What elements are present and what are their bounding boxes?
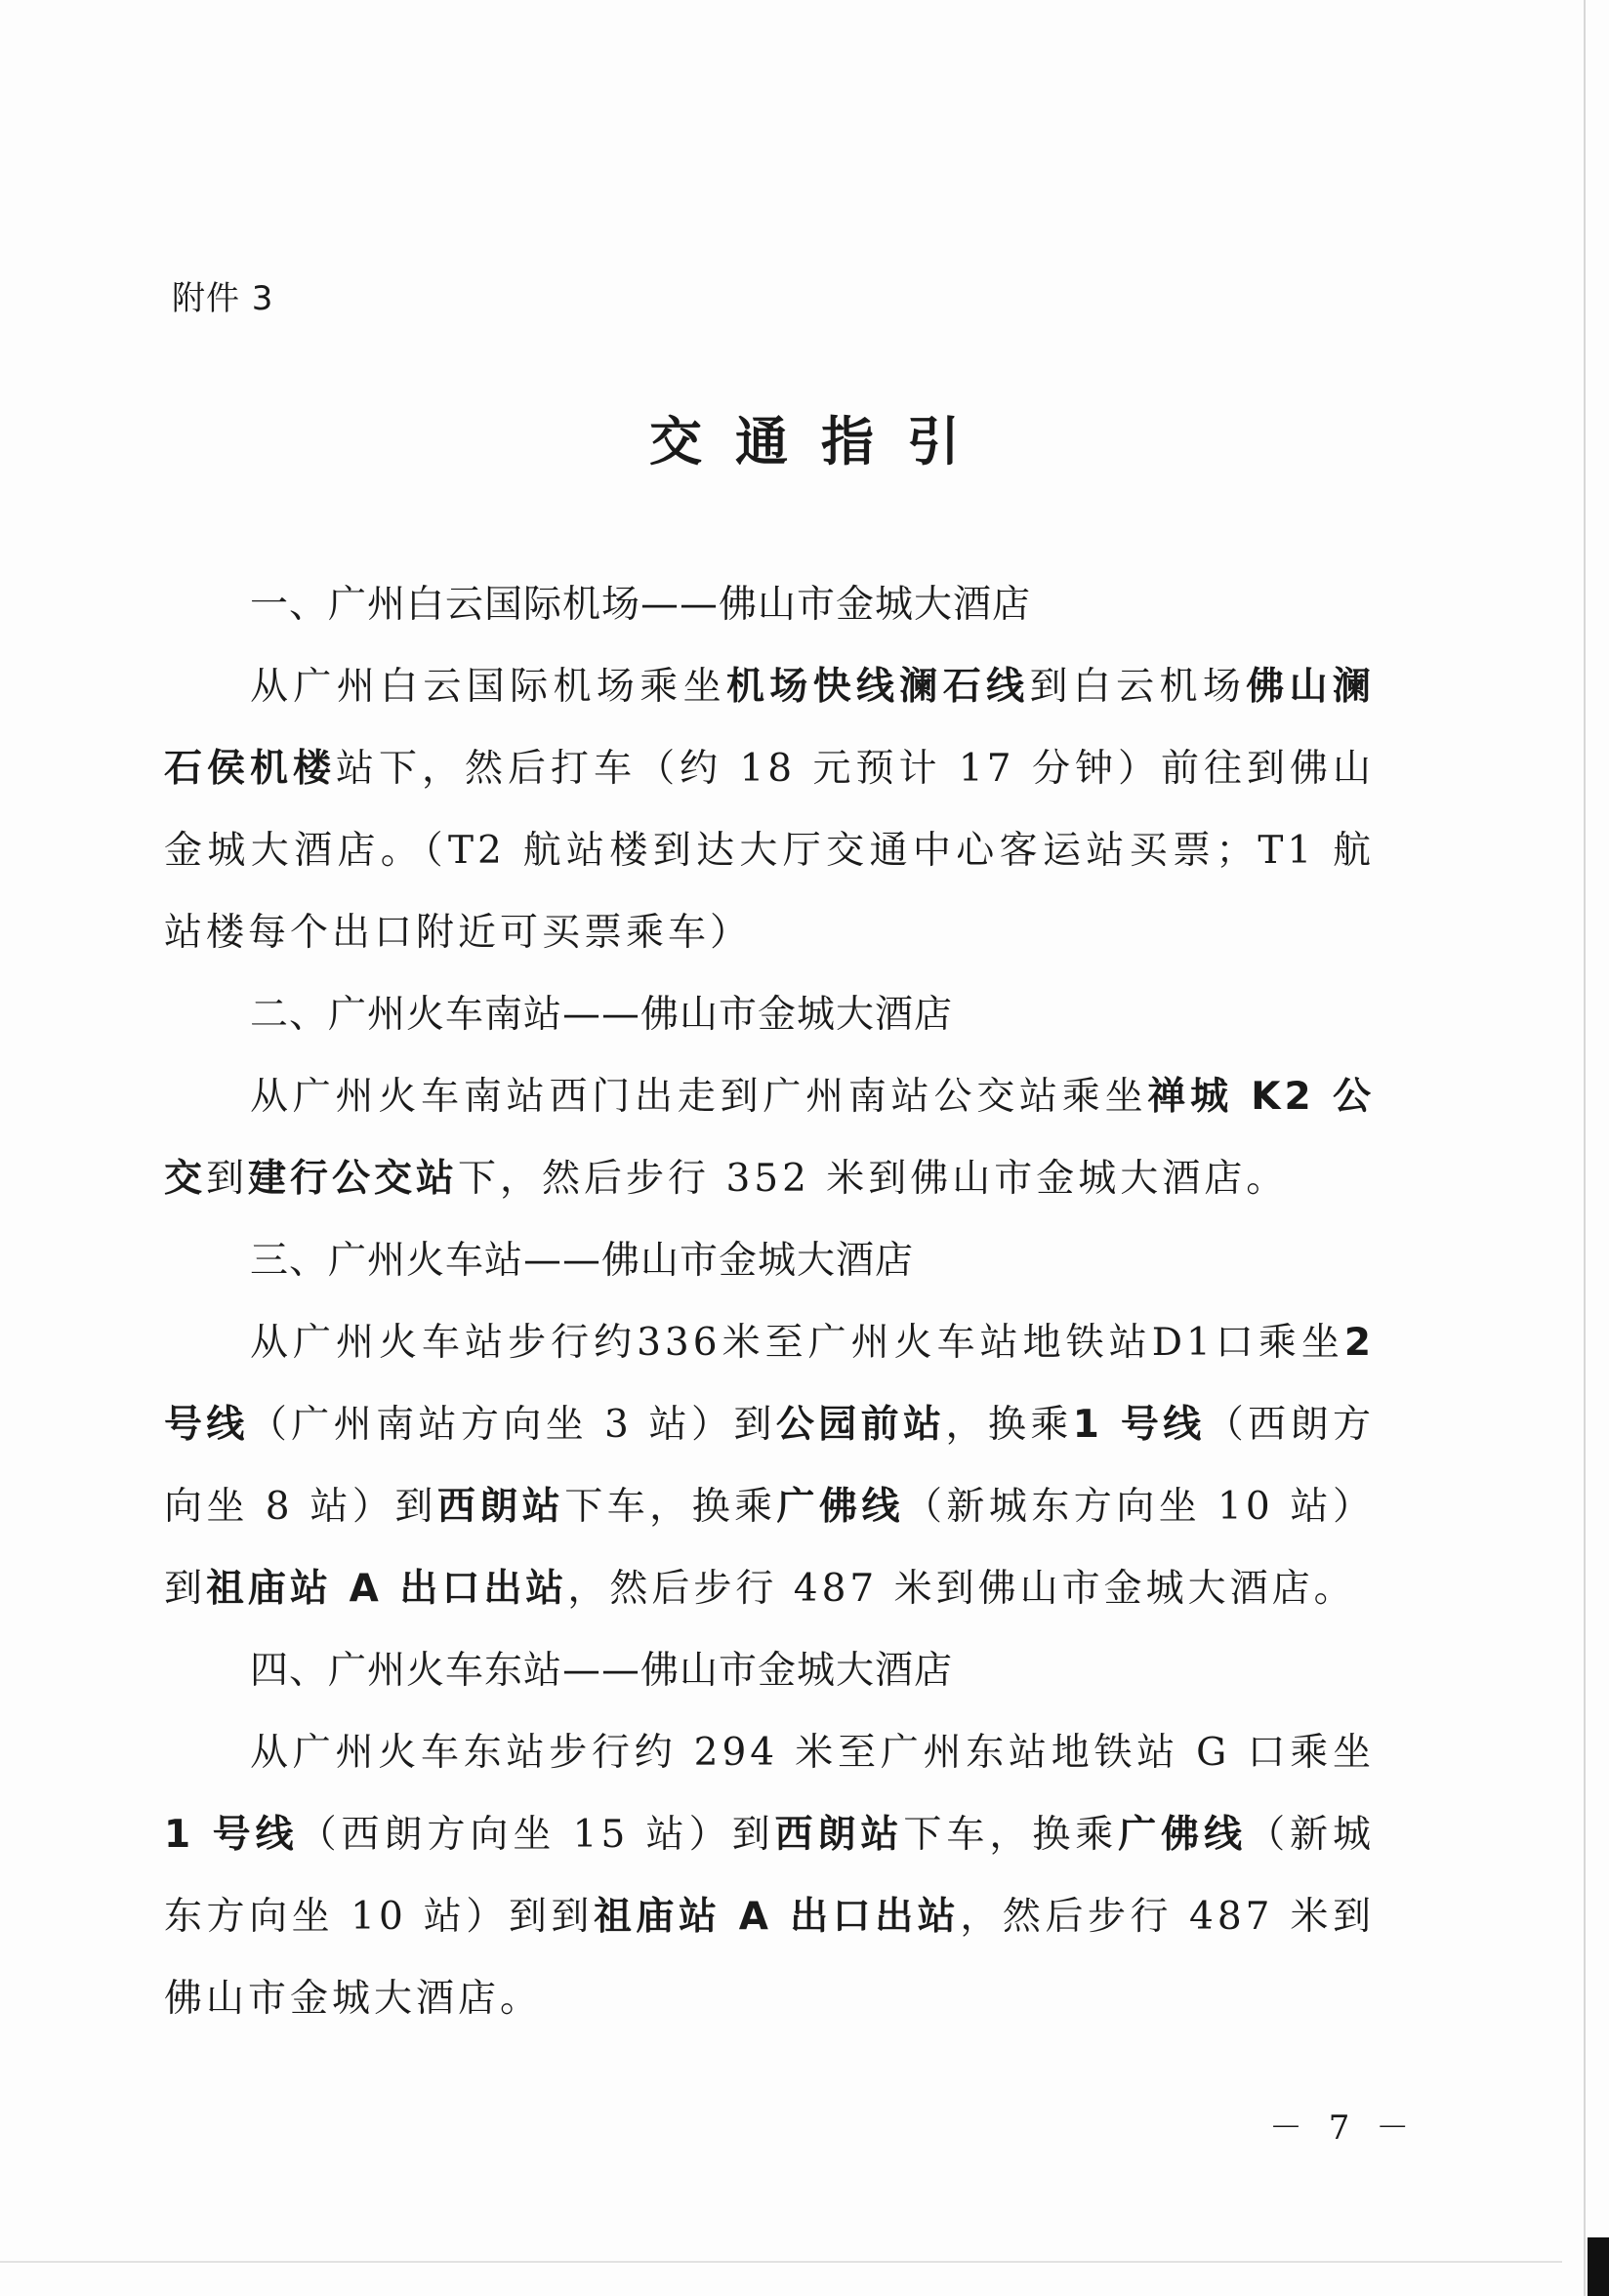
- section-paragraph: [164, 1056, 1375, 1220]
- emphasis-text: 广佛线: [1118, 1813, 1248, 1857]
- body-text: （新城东方向坐 10 站）到到: [164, 1813, 1375, 1939]
- body-text: 从广州火车站步行约336米至广州火车站地铁站D1口乘坐: [250, 1321, 1344, 1365]
- body-text: 从广州火车南站西门出走到广州南站公交站乘坐: [250, 1075, 1148, 1119]
- section-paragraph: [164, 1302, 1375, 1630]
- body-text: 从广州白云国际机场乘坐: [250, 665, 726, 709]
- body-text: 到: [206, 1157, 249, 1201]
- emphasis-text: 机场快线澜石线: [725, 665, 1030, 709]
- body-text: （新城东方向坐 10 站）到: [164, 1485, 1375, 1611]
- section-heading: 三、广州火车站——佛山市金城大酒店: [250, 1239, 915, 1283]
- body-text: 从广州火车东站步行约 294 米至广州东站地铁站 G 口乘坐: [250, 1731, 1375, 1775]
- body-text: 下车，换乘: [903, 1813, 1119, 1857]
- body-text: 到白云机场: [1029, 665, 1247, 709]
- section-south-station: [164, 974, 1375, 1220]
- section-main-station: [164, 1220, 1375, 1630]
- body-text: ，然后步行 487 米到佛山市金城大酒店。: [567, 1567, 1356, 1611]
- body-text: （广州南站方向坐 3 站）到: [248, 1403, 776, 1447]
- section-east-station: [164, 1630, 1375, 2040]
- scan-edge-mark: [1588, 2237, 1609, 2296]
- document-title: 交通指引: [649, 411, 993, 472]
- emphasis-text: 1 号线: [1072, 1403, 1206, 1447]
- scan-edge-line: [1584, 0, 1586, 2296]
- body-text: 站下，然后打车（约 18 元预计 17 分钟）前往到佛山金城大酒店。（T2 航站楼到达大厅交通中心客运站买票；T1 航站楼每个出口附近可买票乘车）: [164, 747, 1375, 955]
- section-heading: 一、广州白云国际机场——佛山市金城大酒店: [250, 583, 1032, 627]
- section-heading: 四、广州火车东站——佛山市金城大酒店: [250, 1649, 954, 1693]
- emphasis-text: 公园前站: [775, 1403, 946, 1447]
- emphasis-text: 1 号线: [164, 1813, 299, 1857]
- document-body: [164, 564, 1375, 2040]
- body-text: ，换乘: [945, 1403, 1073, 1447]
- section-paragraph: [164, 1712, 1375, 2040]
- body-text: 下车，换乘: [564, 1485, 777, 1529]
- page-number: － 7 －: [1269, 2109, 1418, 2148]
- emphasis-text: 2 号线: [164, 1321, 1375, 1447]
- body-text: （西朗方向坐 15 站）到: [298, 1813, 775, 1857]
- attachment-label: 附件 3: [172, 279, 274, 318]
- emphasis-text: 禅城 K2 公交: [164, 1075, 1375, 1201]
- body-text: 下，然后步行 352 米到佛山市金城大酒店。: [458, 1157, 1289, 1201]
- emphasis-text: 广佛线: [776, 1485, 904, 1529]
- section-paragraph: [164, 646, 1375, 974]
- emphasis-text: 祖庙站 A 出口出站: [593, 1895, 961, 1939]
- section-heading: 二、广州火车南站——佛山市金城大酒店: [250, 993, 954, 1037]
- emphasis-text: 西朗站: [436, 1485, 565, 1529]
- emphasis-text: 佛山澜石侯机楼: [164, 665, 1375, 791]
- emphasis-text: 祖庙站 A 出口出站: [206, 1567, 568, 1611]
- scan-bottom-line: [0, 2261, 1562, 2263]
- emphasis-text: 建行公交站: [248, 1157, 459, 1201]
- body-text: （西朗方向坐 8 站）到: [164, 1403, 1375, 1529]
- body-text: ，然后步行 487 米到佛山市金城大酒店。: [164, 1895, 1376, 2021]
- section-airport: [164, 564, 1375, 974]
- emphasis-text: 西朗站: [774, 1813, 904, 1857]
